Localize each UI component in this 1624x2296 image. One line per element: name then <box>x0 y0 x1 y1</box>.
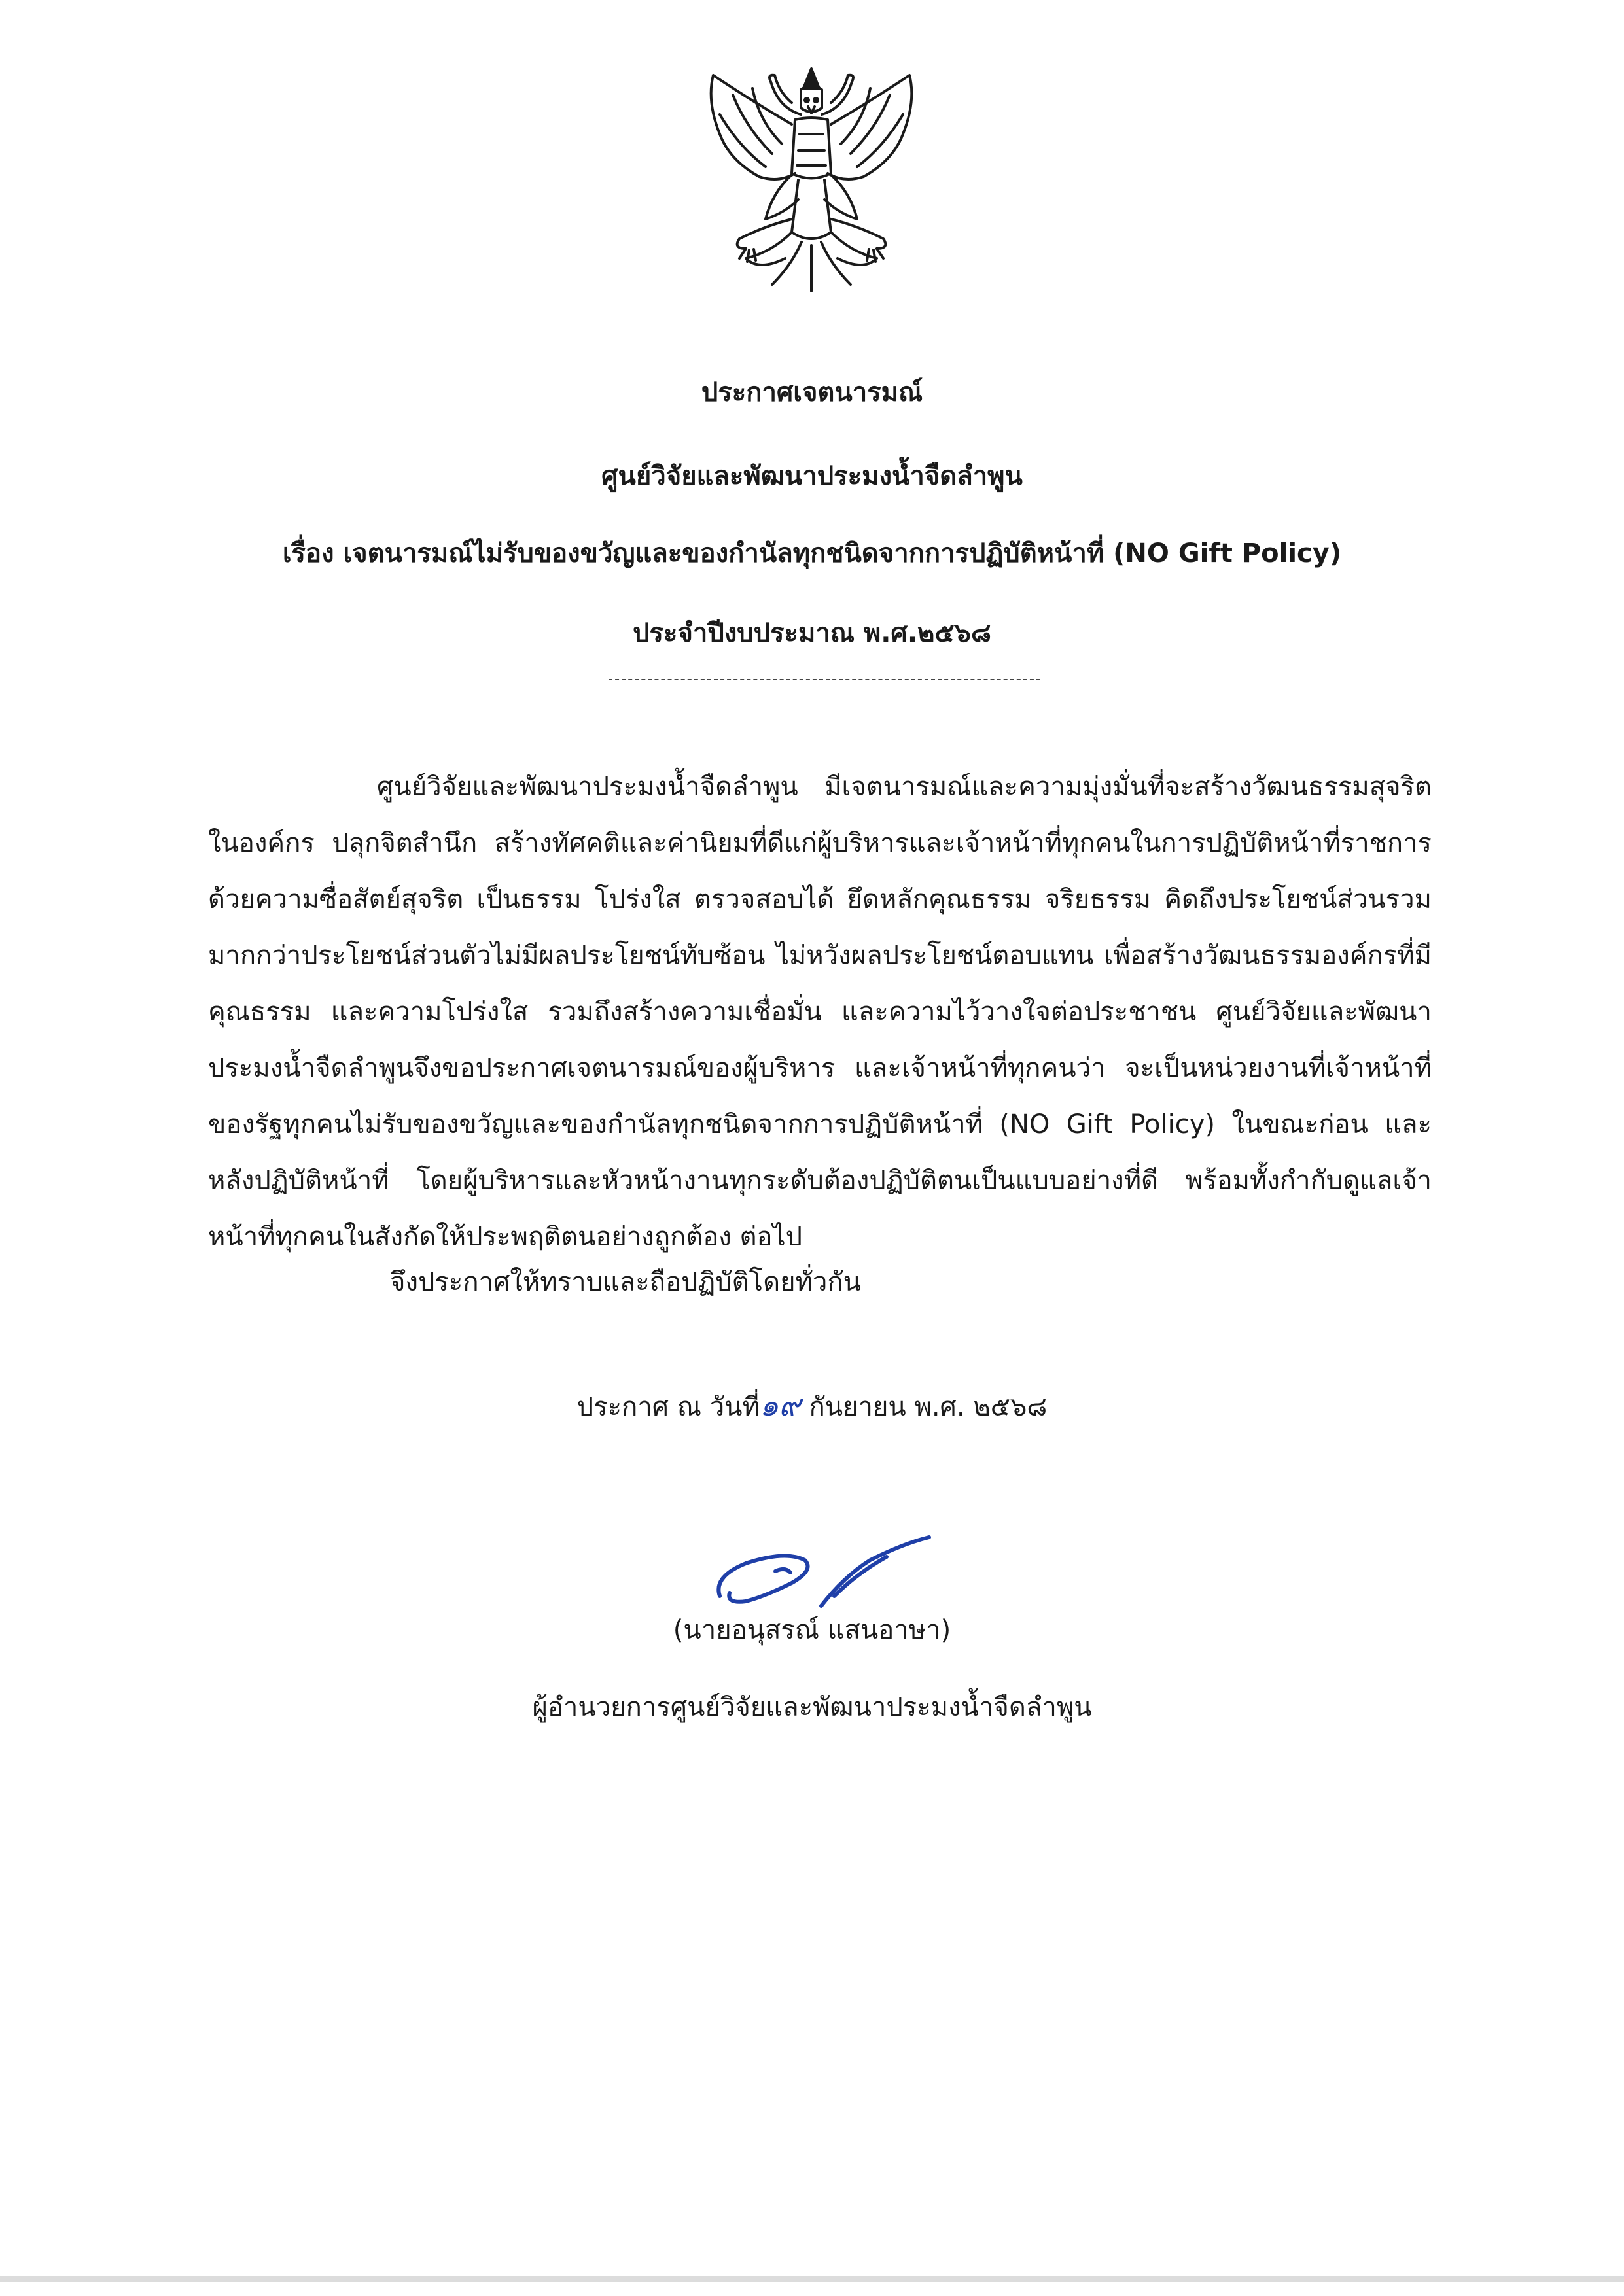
signatory-position: ผู้อำนวยการศูนย์วิจัยและพัฒนาประมงน้ำจืดลำพูน <box>532 1692 1092 1722</box>
announcement-date <box>0 1385 1624 1427</box>
body-paragraph: ศูนย์วิจัยและพัฒนาประมงน้ำจืดลำพูน มีเจตนารมณ์และความมุ่งมั่นที่จะสร้างวัฒนธรรมสุจริตในองค์กร ปลุกจิตสำนึก สร้างทัศคติและค่านิยมที่ดีแก่ผู้บริหารและเจ้าหน้าที่ทุกคนในการปฏิบัติหน้าที่ราชการด้วยความซื่อสัตย์สุจริต เป็นธรรม โปร่งใส ตรวจสอบได้ ยึดหลักคุณธรรม จริยธรรม คิดถึงประโยชน์ส่วนรวมมากกว่าประโยชน์ส่วนตัวไม่มีผลประโยชน์ทับซ้อน ไม่หวังผลประโยชน์ตอบแทน เพื่อสร้างวัฒนธรรมองค์กรที่มีคุณธรรม และความโปร่งใส รวมถึงสร้างความเชื่อมั่น และความไว้วางใจต่อประชาชน ศูนย์วิจัยและพัฒนาประมงน้ำจืดลำพูนจึงขอประกาศเจตนารมณ์ของผู้บริหาร และเจ้าหน้าที่ทุกคนว่า จะเป็นหน่วยงานที่เจ้าหน้าที่ของรัฐทุกคนไม่รับของขวัญและของกำนัลทุกชนิดจากการปฏิบัติหน้าที่ (NO Gift Policy) ในขณะก่อน และหลังปฏิบัติหน้าที่ โดยผู้บริหารและหัวหน้างานทุกระดับต้องปฏิบัติตนเป็นแบบอย่างที่ดี พร้อมทั้งกำกับดูแลเจ้าหน้าที่ทุกคนในสังกัดให้ประพฤติตนอย่างถูกต้อง ต่อไป <box>208 772 1432 1252</box>
scan-edge <box>0 2276 1624 2282</box>
document-title: ประกาศเจตนารมณ์ <box>701 377 923 408</box>
handwritten-day: ๑๙ <box>759 1387 801 1423</box>
announcement-prefix: ประกาศ ณ วันที่ <box>576 1392 760 1422</box>
organization-name: ศูนย์วิจัยและพัฒนาประมงน้ำจืดลำพูน <box>601 461 1023 491</box>
divider <box>609 679 1040 680</box>
signatory-name: (นายอนุสรณ์ แสนอาษา) <box>673 1615 951 1645</box>
closing-statement: จึงประกาศให้ทราบและถือปฏิบัติโดยทั่วกัน <box>390 1267 861 1297</box>
announcement-month-year: กันยายน พ.ศ. ๒๕๖๘ <box>809 1392 1048 1422</box>
fiscal-year: ประจำปีงบประมาณ พ.ศ.๒๕๖๘ <box>633 618 991 648</box>
garuda-emblem-icon <box>694 62 929 304</box>
handwritten-signature <box>707 1524 942 1622</box>
document-subject: เรื่อง เจตนารมณ์ไม่รับของขวัญและของกำนัลทุกชนิดจากการปฏิบัติหน้าที่ (NO Gift Policy) <box>282 538 1342 568</box>
